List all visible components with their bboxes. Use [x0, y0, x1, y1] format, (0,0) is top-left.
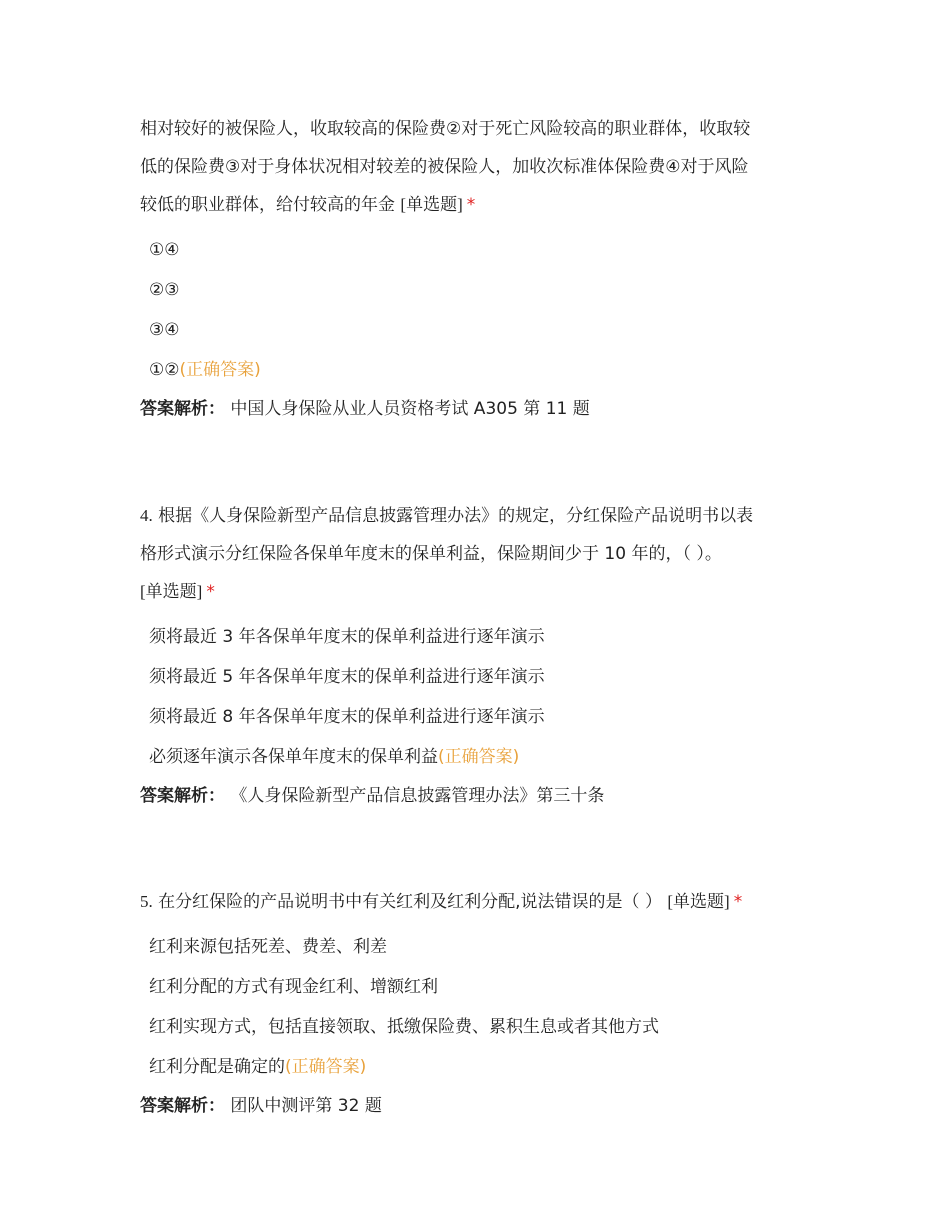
stem-line: 低的保险费③对于身体状况相对较差的被保险人，加收次标准体保险费④对于风险: [140, 157, 749, 177]
option-item[interactable]: ②③: [149, 280, 180, 300]
analysis-text: 团队中测评第 32 题: [230, 1096, 382, 1116]
stem-line: 相对较好的被保险人，收取较高的保险费②对于死亡风险较高的职业群体，收取较: [140, 119, 751, 139]
analysis-label: 答案解析：: [140, 786, 225, 806]
correct-answer-label: (正确答案): [179, 360, 261, 380]
stem-line: 根据《人身保险新型产品信息披露管理办法》的规定，分红保险产品说明书以表: [158, 506, 754, 526]
option-item[interactable]: 红利分配的方式有现金红利、增额红利: [149, 977, 438, 997]
correct-answer-label: (正确答案): [285, 1057, 367, 1077]
analysis-label: 答案解析：: [140, 399, 225, 419]
option-item[interactable]: 红利实现方式，包括直接领取、抵缴保险费、累积生息或者其他方式: [149, 1017, 659, 1037]
stem-line: 格形式演示分红保险各保单年度末的保单利益，保险期间少于 10 年的，（ ）。: [140, 544, 722, 564]
question-stem: [140, 883, 820, 921]
option-item-correct[interactable]: 必须逐年演示各保单年度末的保单利益(正确答案): [149, 747, 520, 767]
analysis-text: 《人身保险新型产品信息披露管理办法》第三十条: [230, 786, 605, 806]
analysis-text: 中国人身保险从业人员资格考试 A305 第 11 题: [230, 399, 590, 419]
answer-analysis: [140, 777, 820, 815]
question-number: 4.: [140, 506, 153, 525]
option-item[interactable]: ①④: [149, 240, 180, 260]
analysis-label: 答案解析：: [140, 1096, 225, 1116]
required-mark: *: [466, 195, 476, 215]
correct-answer-label: (正确答案): [438, 747, 520, 767]
question-type-tag: [单选题]: [400, 195, 463, 214]
answer-analysis: [140, 390, 820, 428]
option-item-correct[interactable]: ①②(正确答案): [149, 360, 261, 380]
option-item[interactable]: ③④: [149, 320, 180, 340]
required-mark: *: [206, 582, 215, 602]
stem-line: 较低的职业群体，给付较高的年金: [140, 195, 395, 215]
options-list: [140, 230, 820, 390]
option-item[interactable]: 红利来源包括死差、费差、利差: [149, 937, 387, 957]
answer-analysis: [140, 1087, 820, 1125]
option-item[interactable]: 须将最近 8 年各保单年度末的保单利益进行逐年演示: [149, 707, 545, 727]
option-item[interactable]: 须将最近 3 年各保单年度末的保单利益进行逐年演示: [149, 627, 545, 647]
quiz-document: [140, 110, 820, 1125]
option-item-correct[interactable]: 红利分配是确定的(正确答案): [149, 1057, 367, 1077]
question-number: 5.: [140, 892, 153, 911]
options-list: [140, 927, 820, 1087]
options-list: [140, 617, 820, 777]
stem-line: 在分红保险的产品说明书中有关红利及红利分配,说法错误的是（ ）: [158, 892, 662, 912]
question-4: [140, 497, 820, 815]
question-3: [140, 110, 820, 428]
option-item[interactable]: 须将最近 5 年各保单年度末的保单利益进行逐年演示: [149, 667, 545, 687]
question-5: [140, 883, 820, 1125]
question-stem: [140, 110, 820, 224]
question-type-tag: [单选题]: [140, 582, 203, 601]
required-mark: *: [733, 892, 743, 912]
question-type-tag: [单选题]: [667, 892, 730, 911]
question-stem: [140, 497, 820, 611]
